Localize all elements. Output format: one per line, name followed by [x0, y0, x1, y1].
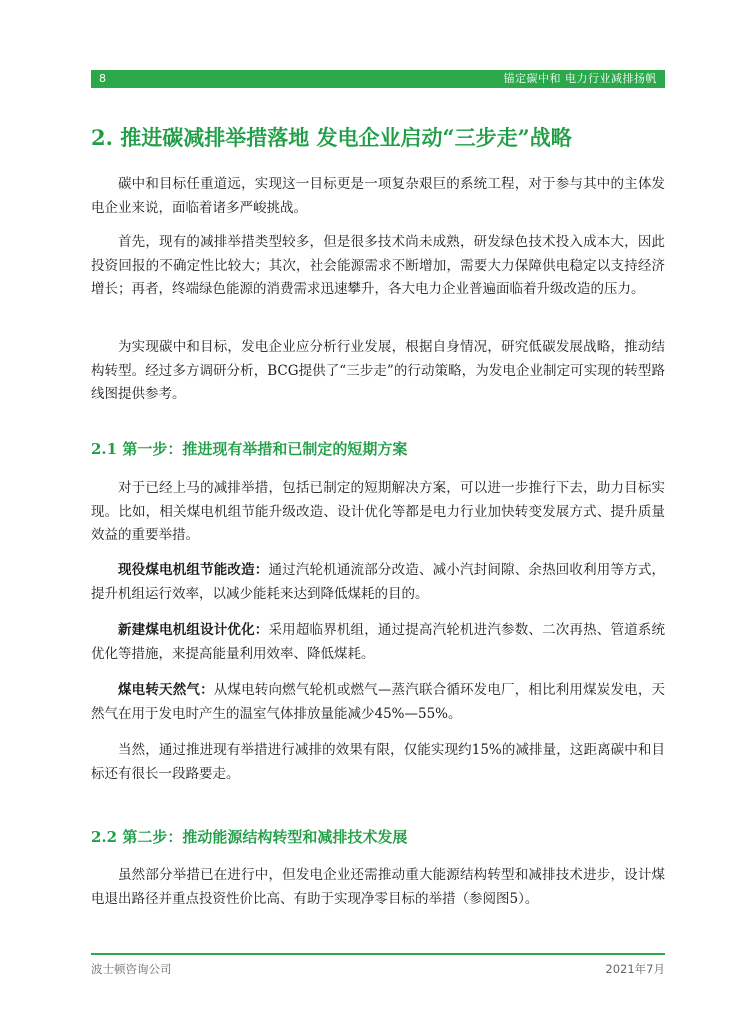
coal-retrofit-text: 通过汽轮机通流部分改造、减小汽封间隙、余热回收利用等方式，提升机组运行效率，以减少能耗来达到降低煤耗的目的。: [91, 562, 666, 602]
paragraph-new-plant-design: [91, 619, 665, 666]
coal-to-gas-label: 煤电转天然气：: [118, 682, 214, 698]
page-number: 8: [99, 72, 106, 85]
coal-retrofit-label: 现役煤电机组节能改造：: [118, 562, 269, 578]
subsection-title-step1: 2.1 第一步：推进现有举措和已制定的短期方案: [91, 440, 408, 458]
new-plant-design-text: 采用超临界机组，通过提高汽轮机进汽参数、二次再热、管道系统优化等措施，来提高能量利用效率、降低煤耗。: [91, 622, 666, 662]
coal-to-gas-text: 从煤电转向燃气轮机或燃气—蒸汽联合循环发电厂，相比利用煤炭发电，天然气在用于发电时产生的温室气体排放量能减少45%—55%。: [91, 682, 666, 722]
footer-divider: [91, 953, 665, 955]
paragraph-challenges: 首先，现有的减排举措类型较多，但是很多技术尚未成熟，研发绿色技术投入成本大，因此投资回报的不确定性比较大；其次，社会能源需求不断增加，需要大力保障供电稳定以支持经济增长；再者，终端绿色能源的消费需求迅速攀升，各大电力企业普遍面临着升级改造的压力。: [91, 234, 665, 297]
paragraph-step2-intro: 虽然部分举措已在进行中，但发电企业还需推动重大能源结构转型和减排技术进步，设计煤电退出路径并重点投资性价比高、有助于实现净零目标的举措（参阅图5）。: [91, 867, 665, 907]
footer-company: 波士顿咨询公司: [91, 962, 172, 976]
paragraph-coal-retrofit: [91, 559, 665, 606]
new-plant-design-label: 新建煤电机组设计优化：: [118, 622, 269, 638]
section-title: 2. 推进碳减排举措落地 发电企业启动“三步走”战略: [91, 125, 572, 150]
header-bar: [91, 70, 665, 88]
paragraph-strategy: 为实现碳中和目标，发电企业应分析行业发展，根据自身情况，研究低碳发展战略，推动结构转型。经过多方调研分析，BCG提供了“三步走”的行动策略，为发电企业制定可实现的转型路线图提供参考。: [91, 339, 665, 402]
subsection-title-step2: 2.2 第二步：推动能源结构转型和减排技术发展: [91, 828, 408, 846]
header-title: 锚定碳中和 电力行业减排扬帆: [503, 72, 657, 85]
paragraph-step1-intro: 对于已经上马的减排举措，包括已制定的短期解决方案，可以进一步推行下去，助力目标实现。比如，相关煤电机组节能升级改造、设计优化等都是电力行业加快转变发展方式、提升质量效益的重要举措。: [91, 480, 665, 543]
footer-date: 2021年7月: [605, 962, 665, 976]
paragraph-coal-to-gas: [91, 679, 665, 726]
paragraph-intro: 碳中和目标任重道远，实现这一目标更是一项复杂艰巨的系统工程，对于参与其中的主体发电企业来说，面临着诸多严峻挑战。: [91, 176, 665, 216]
paragraph-step1-conclusion: 当然，通过推进现有举措进行减排的效果有限，仅能实现约15%的减排量，这距离碳中和目标还有很长一段路要走。: [91, 742, 665, 782]
